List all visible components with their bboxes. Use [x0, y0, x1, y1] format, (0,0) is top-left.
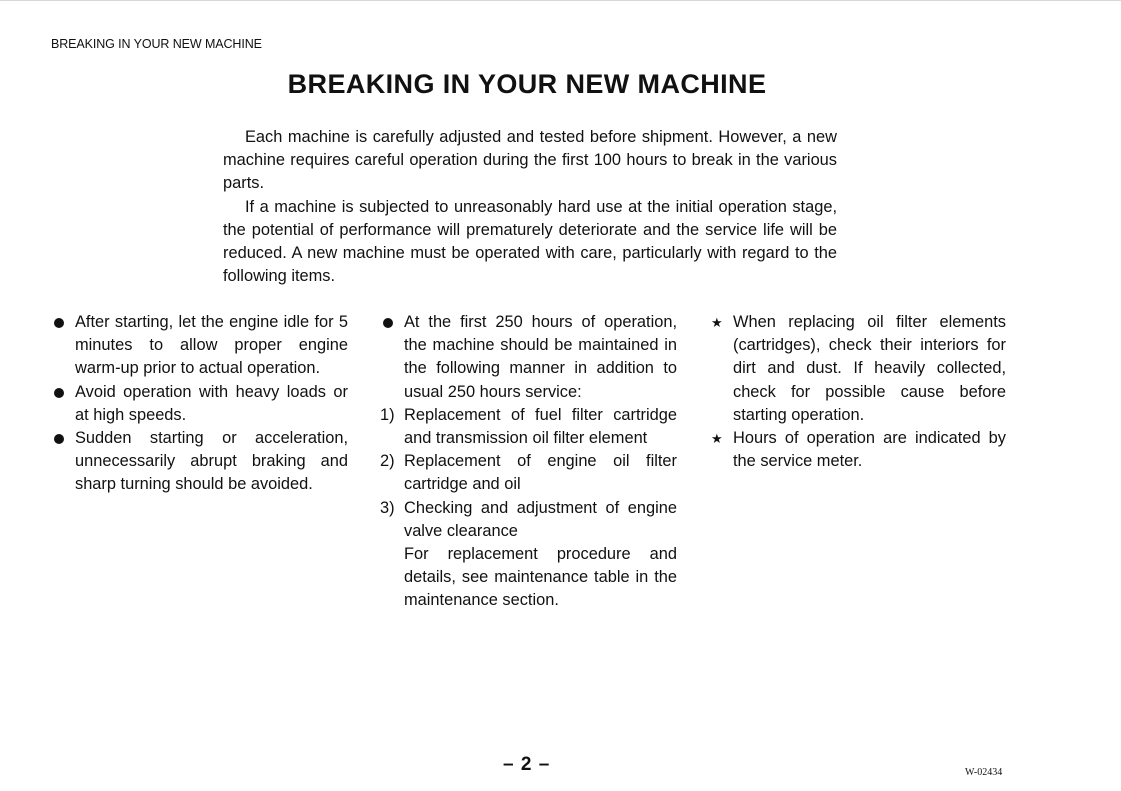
intro-paragraph: Each machine is carefully adjusted and tested before shipment. However, a new machine requires careful operation during the first 100 hours to break in the various parts.	[223, 128, 837, 193]
column-250-hour-service	[380, 311, 677, 613]
running-head: BREAKING IN YOUR NEW MACHINE	[51, 37, 262, 51]
list-item-text: Sudden starting or acceleration, unnecessarily abrupt braking and sharp turning should be avoided.	[75, 429, 348, 494]
list-item-text: After starting, let the engine idle for 5 minutes to allow proper engine warm-up prior to actual operation.	[75, 313, 348, 378]
numbered-step	[380, 404, 677, 450]
step-text: Replacement of engine oil filter cartridge and oil	[404, 452, 677, 494]
list-item	[51, 311, 348, 381]
star-icon: ★	[711, 432, 723, 448]
star-icon: ★	[711, 316, 723, 331]
list-item-text: Hours of operation are indicated by the service meter.	[733, 429, 1006, 471]
bullet-icon	[51, 381, 73, 404]
maintenance-note: For replacement procedure and details, see maintenance table in the maintenance section.	[404, 545, 677, 610]
top-rule	[0, 0, 1121, 1]
list-item	[380, 311, 677, 404]
numbered-step	[380, 450, 677, 496]
bullet-icon	[51, 311, 73, 334]
step-number: 3)	[380, 498, 395, 517]
document-code: W-02434	[965, 767, 1003, 778]
column-notes	[709, 311, 1006, 473]
list-item	[709, 311, 1006, 427]
bullet-icon	[380, 311, 402, 334]
intro-paragraph: If a machine is subjected to unreasonably hard use at the initial operation stage, the potential of performance will prematurely deteriorate and the service life will be reduced. A new machine must be operated with care, particularly with regard to the following items.	[223, 197, 837, 286]
numbered-step	[380, 497, 677, 543]
step-number: 1)	[380, 405, 395, 424]
list-item-text: When replacing oil filter elements (cartridges), check their interiors for dirt and dust. If heavily collected, check for possible cause before starting operation.	[733, 313, 1006, 424]
step-text: Replacement of fuel filter cartridge and transmission oil filter element	[404, 405, 677, 448]
list-item-text: At the first 250 hours of operation, the machine should be maintained in the following manner in addition to usual 250 hours service:	[404, 313, 677, 401]
list-item	[51, 381, 348, 427]
page-number: – 2 –	[503, 754, 551, 775]
list-item	[51, 427, 348, 497]
page-title: BREAKING IN YOUR NEW MACHINE	[287, 69, 767, 99]
list-item-text: Avoid operation with heavy loads or at high speeds.	[75, 382, 348, 424]
list-item	[709, 427, 1006, 473]
intro-section	[223, 126, 837, 288]
step-text: Checking and adjustment of engine valve clearance	[404, 498, 677, 540]
column-break-in-cautions	[51, 311, 348, 497]
step-number: 2)	[380, 452, 395, 471]
bullet-icon	[51, 427, 73, 450]
